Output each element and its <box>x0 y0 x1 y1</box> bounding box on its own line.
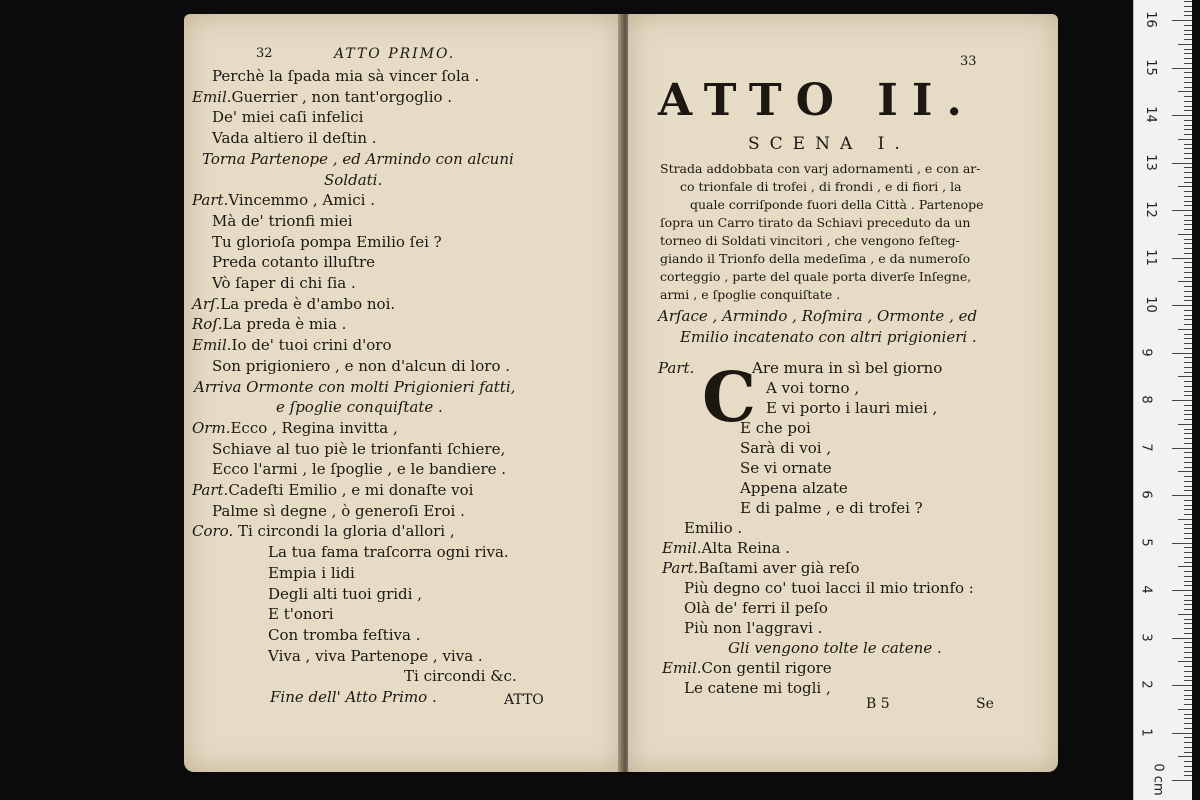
text-line: Soldati. <box>324 170 383 189</box>
ruler-label: 6 <box>1138 490 1154 499</box>
ruler-tick <box>1184 291 1192 292</box>
text-line: Schiave al tuo piè le trionfanti ſchiere, <box>212 439 506 458</box>
ruler-tick <box>1184 476 1192 477</box>
ruler-tick <box>1184 177 1192 178</box>
ruler-label: 13 <box>1142 153 1158 171</box>
text-line: Preda cotanto illuſtre <box>212 253 376 272</box>
ruler-tick <box>1184 319 1192 320</box>
ruler-tick <box>1178 661 1192 662</box>
text-line: De' miei caſi infelici <box>212 108 364 127</box>
ruler-tick <box>1184 300 1192 301</box>
ruler-tick <box>1184 30 1192 31</box>
ruler-tick <box>1184 571 1192 572</box>
ruler-tick <box>1184 243 1192 244</box>
speech-text: Vincemmo , Amici . <box>228 191 376 210</box>
ruler-tick <box>1184 771 1192 772</box>
ruler-tick <box>1184 129 1192 130</box>
ruler-label: 15 <box>1142 58 1158 76</box>
ruler-tick <box>1184 262 1192 263</box>
ruler-tick <box>1184 391 1192 392</box>
ruler-tick <box>1184 699 1192 700</box>
ruler-tick <box>1184 547 1192 548</box>
ruler-tick <box>1184 647 1192 648</box>
text-line: Roſ.La preda è mia . <box>192 315 347 334</box>
text-line: E di palme , e di trofei ? <box>740 499 923 517</box>
ruler-label: 10 <box>1142 296 1158 313</box>
ruler-tick <box>1184 557 1192 558</box>
left-page-number: 32 <box>256 46 273 61</box>
act-title: ATTO II. <box>658 75 976 126</box>
ruler-label: 11 <box>1142 248 1158 266</box>
text-line: Mà de' trionfi miei <box>212 211 353 230</box>
ruler-tick <box>1178 376 1192 377</box>
text-line: Ecco l'armi , le ſpoglie , e le bandiere . <box>212 460 507 479</box>
text-line: Tu glorioſa pompa Emilio ſei ? <box>212 232 442 251</box>
ruler-tick <box>1178 614 1192 615</box>
ruler-tick <box>1184 11 1192 12</box>
ruler-tick <box>1184 153 1192 154</box>
ruler-tick <box>1184 676 1192 677</box>
text-line: Ti circondi &c. <box>404 667 517 686</box>
text-line: Gli vengono tolte le catene . <box>728 639 942 657</box>
speech-text: Cadeſti Emilio , e mi donaſte voi <box>228 481 474 499</box>
ruler-tick <box>1184 272 1192 273</box>
ruler-label: 3 <box>1138 632 1154 642</box>
ruler-tick <box>1184 623 1192 624</box>
left-catchword: ATTO <box>504 692 544 708</box>
text-line: e ſpoglie conquiſtate . <box>276 398 443 417</box>
ruler-tick <box>1184 106 1192 107</box>
ruler-tick <box>1172 20 1192 21</box>
ruler-label: 5 <box>1138 537 1154 547</box>
ruler-tick <box>1184 191 1192 192</box>
ruler-tick <box>1172 258 1192 259</box>
ruler-tick <box>1184 372 1192 373</box>
ruler-tick <box>1172 210 1192 211</box>
stage-direction-line: armi , e ſpoglie conquiſtate . <box>660 287 841 302</box>
text-line: Orm.Ecco , Regina invitta , <box>192 418 398 437</box>
left-page <box>184 14 622 772</box>
text-line: Part.Vincemmo , Amici . <box>192 191 376 210</box>
ruler-tick <box>1184 486 1192 487</box>
speech-text: Ecco , Regina invitta , <box>230 418 398 437</box>
ruler-tick <box>1178 756 1192 757</box>
ruler-tick <box>1184 628 1192 629</box>
ruler-tick <box>1184 158 1192 159</box>
ruler-tick <box>1184 609 1192 610</box>
ruler-tick <box>1184 775 1192 776</box>
character-line: Arſace , Armindo , Roſmira , Ormonte , ed <box>658 307 978 325</box>
ruler-tick <box>1184 134 1192 135</box>
ruler-tick <box>1184 467 1192 468</box>
ruler-tick <box>1184 381 1192 382</box>
ruler-tick <box>1184 761 1192 762</box>
ruler-tick <box>1184 53 1192 54</box>
ruler-tick <box>1184 462 1192 463</box>
ruler-tick <box>1172 68 1192 69</box>
ruler-label: 0 cm <box>1150 763 1166 796</box>
text-line: Emilio . <box>684 519 743 537</box>
text-line: A voi torno , <box>766 379 860 397</box>
ruler-tick <box>1184 172 1192 173</box>
ruler-tick <box>1172 780 1192 781</box>
ruler-tick <box>1178 471 1192 472</box>
stage-direction-line: corteggio , parte del quale porta diverſe Inſegne, <box>660 269 972 284</box>
ruler-tick <box>1172 543 1192 544</box>
ruler-tick <box>1184 619 1192 620</box>
ruler-tick <box>1184 224 1192 225</box>
ruler-tick <box>1184 652 1192 653</box>
ruler-tick <box>1178 139 1192 140</box>
speech-text: Guerrier , non tant'orgoglio . <box>231 87 453 106</box>
ruler-tick <box>1184 34 1192 35</box>
text-line: Arriva Ormonte con molti Prigionieri fatti, <box>194 377 516 396</box>
ruler-label: 4 <box>1138 585 1154 594</box>
text-line: Emil.Guerrier , non tant'orgoglio . <box>192 87 453 106</box>
ruler-tick <box>1178 281 1192 282</box>
ruler-tick <box>1184 585 1192 586</box>
ruler-tick <box>1184 723 1192 724</box>
ruler-tick <box>1184 552 1192 553</box>
text-line: Coro. Ti circondi la gloria d'allori , <box>192 522 455 541</box>
text-line: Fine dell' Atto Primo . <box>270 688 437 706</box>
ruler-tick <box>1184 666 1192 667</box>
text-line: Are mura in sì bel giorno <box>752 359 943 377</box>
ruler-tick <box>1184 63 1192 64</box>
ruler-tick <box>1184 334 1192 335</box>
ruler-tick <box>1184 595 1192 596</box>
ruler-tick <box>1178 234 1192 235</box>
ruler-tick <box>1184 296 1192 297</box>
ruler-tick <box>1172 305 1192 306</box>
ruler-tick <box>1184 229 1192 230</box>
ruler-tick <box>1184 718 1192 719</box>
ruler-tick <box>1184 395 1192 396</box>
ruler-tick <box>1184 315 1192 316</box>
text-line: Emil.Alta Reina . <box>662 539 791 557</box>
ruler-tick <box>1184 695 1192 696</box>
text-line: Degli alti tuoi gridi , <box>268 584 422 603</box>
ruler-tick <box>1184 737 1192 738</box>
ruler-tick <box>1184 386 1192 387</box>
right-catchword: Se <box>976 696 994 712</box>
ruler-tick <box>1184 429 1192 430</box>
ruler-tick <box>1184 419 1192 420</box>
ruler-tick <box>1184 253 1192 254</box>
ruler-tick <box>1184 348 1192 349</box>
ruler-tick <box>1184 167 1192 168</box>
ruler-tick <box>1184 96 1192 97</box>
ruler-tick <box>1184 443 1192 444</box>
ruler-tick <box>1184 201 1192 202</box>
ruler-tick <box>1184 410 1192 411</box>
ruler-tick <box>1178 519 1192 520</box>
ruler-tick <box>1184 714 1192 715</box>
ruler-tick <box>1172 448 1192 449</box>
ruler-label: 9 <box>1138 347 1154 357</box>
ruler-tick <box>1184 196 1192 197</box>
ruler-tick <box>1184 604 1192 605</box>
ruler-tick <box>1184 576 1192 577</box>
ruler-tick <box>1172 590 1192 591</box>
ruler-tick <box>1184 72 1192 73</box>
ruler-tick <box>1184 125 1192 126</box>
ruler-label: 7 <box>1138 442 1154 452</box>
ruler-tick <box>1184 77 1192 78</box>
ruler-tick <box>1184 680 1192 681</box>
ruler-tick <box>1184 215 1192 216</box>
text-line: Vò ſaper di chi ſia . <box>212 274 356 292</box>
ruler-tick <box>1184 110 1192 111</box>
text-line: Emil.Io de' tuoi crini d'oro <box>192 336 392 355</box>
text-line: Arſ.La preda è d'ambo noi. <box>192 294 396 313</box>
ruler-tick <box>1184 148 1192 149</box>
ruler-tick <box>1172 685 1192 686</box>
text-line: Part.Baſtami aver già reſo <box>662 559 860 577</box>
text-line: Perchè la ſpada mia sà vincer ſola . <box>212 67 480 85</box>
speech-text: Io de' tuoi crini d'oro <box>231 336 392 355</box>
speech-text: Ti circondi la gloria d'allori , <box>233 522 455 541</box>
ruler-tick <box>1178 44 1192 45</box>
ruler-tick <box>1184 205 1192 206</box>
ruler-tick <box>1184 728 1192 729</box>
speech-text: La preda è d'ambo noi. <box>220 294 396 313</box>
ruler-tick <box>1172 163 1192 164</box>
text-line: E vi porto i lauri miei , <box>766 399 938 417</box>
ruler-tick <box>1178 186 1192 187</box>
text-line: Sarà di voi , <box>740 439 832 457</box>
ruler-tick <box>1184 742 1192 743</box>
ruler-tick <box>1184 690 1192 691</box>
ruler-tick <box>1184 533 1192 534</box>
right-page <box>628 14 1058 772</box>
text-line: Palme sì degne , ò generoſi Eroi . <box>212 501 465 520</box>
text-line: Part.Cadeſti Emilio , e mi donaſte voi <box>192 481 474 499</box>
ruler-tick <box>1184 220 1192 221</box>
ruler-label: 14 <box>1142 106 1158 123</box>
ruler-tick <box>1178 424 1192 425</box>
ruler-tick <box>1184 752 1192 753</box>
text-line: Vada altiero il deſtin . <box>212 129 377 148</box>
ruler-tick <box>1178 329 1192 330</box>
text-line: Son prigioniero , e non d'alcun di loro . <box>212 356 511 375</box>
text-line: Se vi ornate <box>740 459 832 477</box>
ruler-tick <box>1184 581 1192 582</box>
ruler-tick <box>1184 58 1192 59</box>
ruler-tick <box>1184 267 1192 268</box>
ruler-tick <box>1184 15 1192 16</box>
ruler-tick <box>1172 400 1192 401</box>
ruler-tick <box>1184 766 1192 767</box>
measuring-ruler <box>1133 0 1192 800</box>
text-line: Le catene mi togli , <box>684 679 831 697</box>
ruler-tick <box>1172 733 1192 734</box>
stage-direction-line: ſopra un Carro tirato da Schiavi preceduto da un <box>660 215 971 230</box>
ruler-tick <box>1184 481 1192 482</box>
ruler-label: 16 <box>1142 11 1158 28</box>
ruler-tick <box>1184 1 1192 2</box>
ruler-tick <box>1184 405 1192 406</box>
ruler-tick <box>1184 49 1192 50</box>
ruler-tick <box>1184 438 1192 439</box>
ruler-label: 2 <box>1138 680 1154 689</box>
ruler-label: 1 <box>1138 727 1154 737</box>
speech-text: Baſtami aver già reſo <box>698 559 860 577</box>
speech-text: Con gentil rigore <box>701 659 832 677</box>
text-line: E che poi <box>740 419 811 437</box>
left-running-head: ATTO PRIMO. <box>334 46 456 62</box>
ruler-tick <box>1184 490 1192 491</box>
scene-heading: SCENA I. <box>748 134 910 154</box>
ruler-tick <box>1184 87 1192 88</box>
ruler-tick <box>1184 642 1192 643</box>
speaker-part: Part. <box>658 359 695 377</box>
ruler-tick <box>1184 562 1192 563</box>
ruler-tick <box>1178 566 1192 567</box>
stage-direction-line: giando il Trionfo della medeſima , e da numeroſo <box>660 251 971 266</box>
ruler-label: 8 <box>1138 395 1154 404</box>
ruler-tick <box>1178 709 1192 710</box>
ruler-tick <box>1184 414 1192 415</box>
ruler-tick <box>1184 39 1192 40</box>
text-line: Torna Partenope , ed Armindo con alcuni <box>202 149 514 168</box>
ruler-tick <box>1184 671 1192 672</box>
stage-direction-line: quale corriſponde fuori della Città . Partenope <box>690 197 984 212</box>
ruler-tick <box>1184 514 1192 515</box>
ruler-tick <box>1184 338 1192 339</box>
text-line: E t'onori <box>268 605 334 624</box>
right-page-number: 33 <box>960 54 977 69</box>
drop-cap: C <box>702 358 757 438</box>
ruler-tick <box>1184 82 1192 83</box>
speech-text: Alta Reina . <box>701 539 791 557</box>
speech-text: La preda è mia . <box>222 315 347 334</box>
text-line: Con tromba feſtiva . <box>268 625 421 644</box>
ruler-tick <box>1184 248 1192 249</box>
ruler-tick <box>1184 657 1192 658</box>
ruler-tick <box>1184 704 1192 705</box>
ruler-tick <box>1184 101 1192 102</box>
ruler-tick <box>1184 457 1192 458</box>
ruler-tick <box>1184 182 1192 183</box>
ruler-tick <box>1184 120 1192 121</box>
ruler-tick <box>1172 495 1192 496</box>
ruler-label: 12 <box>1142 201 1158 218</box>
ruler-tick <box>1184 144 1192 145</box>
ruler-tick <box>1184 367 1192 368</box>
ruler-tick <box>1172 638 1192 639</box>
ruler-tick <box>1172 115 1192 116</box>
ruler-tick <box>1184 277 1192 278</box>
text-line: Viva , viva Partenope , viva . <box>268 646 483 665</box>
text-line: Più degno co' tuoi lacci il mio trionfo : <box>684 579 974 597</box>
ruler-tick <box>1184 505 1192 506</box>
ruler-tick <box>1184 452 1192 453</box>
ruler-tick <box>1184 25 1192 26</box>
ruler-tick <box>1184 509 1192 510</box>
character-line: Emilio incatenato con altri prigionieri . <box>680 328 977 346</box>
ruler-tick <box>1184 633 1192 634</box>
text-line: Appena alzate <box>740 479 848 497</box>
ruler-tick <box>1178 91 1192 92</box>
signature-mark: B 5 <box>866 696 890 712</box>
ruler-tick <box>1184 239 1192 240</box>
text-line: Olà de' ferri il peſo <box>684 599 828 617</box>
ruler-tick <box>1184 528 1192 529</box>
ruler-tick <box>1184 538 1192 539</box>
ruler-tick <box>1184 6 1192 7</box>
ruler-tick <box>1184 324 1192 325</box>
ruler-tick <box>1184 286 1192 287</box>
ruler-tick <box>1184 310 1192 311</box>
ruler-tick <box>1184 747 1192 748</box>
text-line: Più non l'aggravi . <box>684 619 823 637</box>
ruler-tick <box>1184 600 1192 601</box>
ruler-tick <box>1184 500 1192 501</box>
ruler-tick <box>1184 362 1192 363</box>
stage-direction-line: torneo di Soldati vincitori , che vengono feſteg- <box>660 233 960 248</box>
text-line: Empia i lidi <box>268 563 355 582</box>
stage-direction-line: co trionfale di trofei , di frondi , e di fiori , la <box>680 179 962 194</box>
text-line: La tua fama traſcorra ogni riva. <box>268 543 509 562</box>
ruler-tick <box>1184 357 1192 358</box>
text-line: Emil.Con gentil rigore <box>662 659 832 677</box>
ruler-tick <box>1184 343 1192 344</box>
ruler-tick <box>1184 433 1192 434</box>
stage-direction-line: Strada addobbata con varj adornamenti , e con ar- <box>660 161 981 176</box>
ruler-tick <box>1172 353 1192 354</box>
ruler-tick <box>1184 524 1192 525</box>
